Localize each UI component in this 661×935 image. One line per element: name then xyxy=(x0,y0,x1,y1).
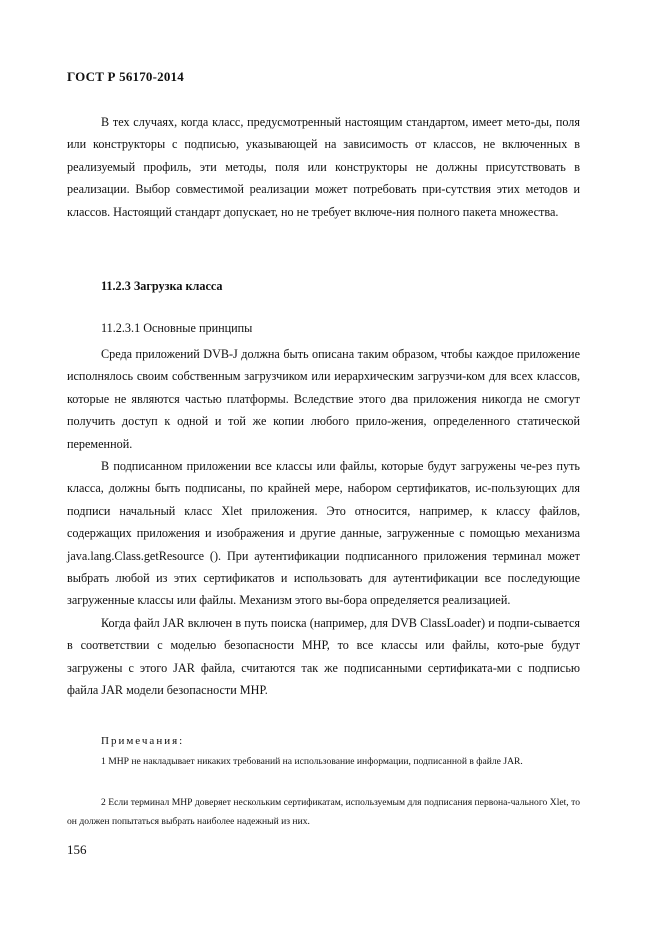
note-item-1: 1 МНР не накладывает никаких требований на использование информации, подписанной в файле JAR. xyxy=(101,756,523,767)
notes-title: Примечания: xyxy=(101,735,185,747)
section-paragraph-1: Среда приложений DVB-J должна быть описана таким образом, чтобы каждое приложение исполнялось своим собственным загрузчиком или иерархическим загрузчи-ком для всех классов, которые не являются частью платформы. Вследствие этого два приложения никогда не смогут получить доступ к одной и той же копии любого прило-жения, определенного статической переменной. xyxy=(67,347,580,451)
intro-paragraph: В тех случаях, когда класс, предусмотренный настоящим стандартом, имеет мето-ды, поля или конструкторы с подписью, указывающей на зависимость от классов, не включенных в реализуемый профиль, эти методы, поля или конструкторы не должны присутствовать в реализации. Выбор совместимой реализации может потребовать при-сутствия этих методов и классов. Настоящий стандарт допускает, но не требует включе-ния полного пакета множества. xyxy=(67,115,580,219)
section-paragraph-3: Когда файл JAR включен в путь поиска (например, для DVB ClassLoader) и подпи-сывается в соответствии с моделью безопасности МНР, то все классы или файлы, кото-рые будут загружены с этого JAR файла, считаются так же подписанными сертификата-ми с подписью файла JAR модели безопасности МНР. xyxy=(67,615,580,698)
note-item-2: 2 Если терминал МНР доверяет нескольким сертификатам, используемым для подписания первона-чального Xlet, то он должен попытаться выбрать наиболее надежный из них. xyxy=(67,797,580,827)
section-body xyxy=(67,343,580,702)
section-heading: 11.2.3 Загрузка класса xyxy=(101,279,223,293)
page-number: 156 xyxy=(67,842,87,857)
standard-header: ГОСТ Р 56170-2014 xyxy=(67,69,184,84)
section-paragraph-2: В подписанном приложении все классы или файлы, которые будут загружены че-рез путь класса, должны быть подписаны, по крайней мере, набором сертификатов, ис-пользующих для подписи начальный класс Xlet приложения. Это относится, например, к классу файлов, содержащих приложения и изображения и другие данные, загруженные с помощью механизма java.lang.Class.getResource (). При аутентификации подписанного приложения терминал может выбрать любой из этих сертификатов и использовать для аутентификации все последующие загруженные классы или файлы. Механизм этого вы-бора определяется реализацией. xyxy=(67,459,580,608)
intro-paragraph-block xyxy=(67,111,580,223)
section-subheading: 11.2.3.1 Основные принципы xyxy=(101,321,253,335)
